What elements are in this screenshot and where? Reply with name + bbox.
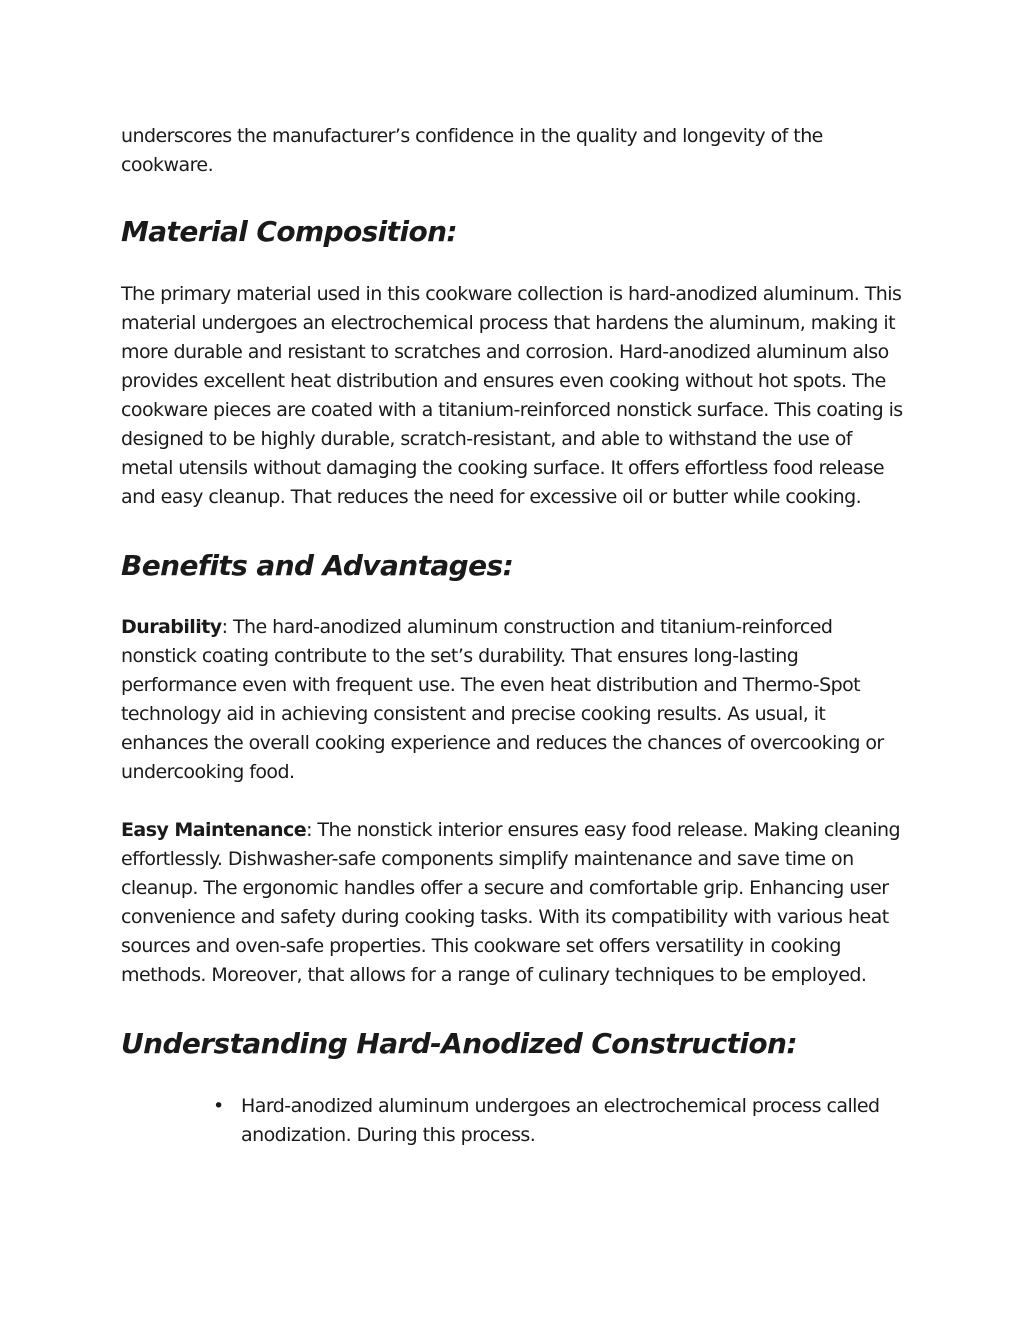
intro-paragraph: underscores the manufacturer’s confidence in the quality and longevity of the cookware. — [121, 125, 823, 176]
list-item-text: Hard-anodized aluminum undergoes an electrochemical process called anodization. During this process. — [241, 1095, 880, 1146]
document-page — [121, 122, 906, 1150]
list-item — [213, 1092, 906, 1150]
benefits-heading: Benefits and Advantages: — [121, 549, 514, 582]
understanding-heading: Understanding Hard-Anodized Construction: — [121, 1027, 797, 1060]
maintenance-text: : The nonstick interior ensures easy food release. Making cleaning effortlessly. Dishwasher-safe components simplify maintenance and save time on cleanup. The ergonomic handles offer a secure and comfortable grip. Enhancing user convenience and safety during cooking tasks. With its compatibility with various heat sources and oven-safe properties. This cookware set offers versatility in cooking methods. Moreover, that allows for a range of culinary techniques to be employed. — [121, 819, 900, 986]
durability-paragraph — [121, 613, 906, 787]
durability-term: Durability — [121, 616, 222, 638]
understanding-list — [121, 1092, 906, 1150]
durability-text: : The hard-anodized aluminum construction and titanium-reinforced nonstick coating contribute to the set’s durability. That ensures long-lasting performance even with frequent use. The even heat distribution and Thermo-Spot technology aid in achieving consistent and precise cooking results. As usual, it enhances the overall cooking experience and reduces the chances of overcooking or undercooking food. — [121, 616, 884, 783]
maintenance-term: Easy Maintenance — [121, 819, 307, 841]
material-composition-paragraph: The primary material used in this cookware collection is hard-anodized aluminum. This material undergoes an electrochemical process that hardens the aluminum, making it more durable and resistant to scratches and corrosion. Hard-anodized aluminum also provides excellent heat distribution and ensures even cooking without hot spots. The cookware pieces are coated with a titanium-reinforced nonstick surface. This coating is designed to be highly durable, scratch-resistant, and able to withstand the use of metal utensils without damaging the cooking surface. It offers effortless food release and easy cleanup. That reduces the need for excessive oil or butter while cooking. — [121, 283, 903, 508]
material-composition-heading: Material Composition: — [121, 215, 458, 248]
maintenance-paragraph — [121, 816, 906, 990]
bullet-marker: • — [213, 1095, 224, 1117]
